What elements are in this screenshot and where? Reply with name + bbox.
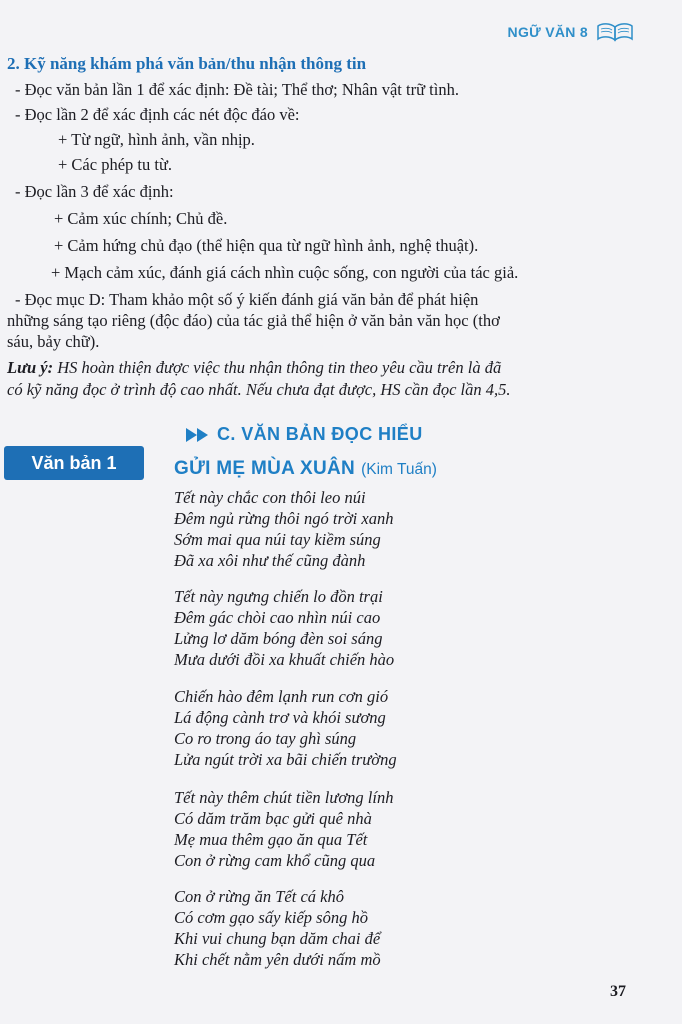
poem-line: Lá động cành trơ và khói sương [174,708,386,727]
instruction-line: sáu, bảy chữ). [7,332,100,351]
instruction-line: - Đọc lần 2 để xác định các nét độc đáo về: [15,105,300,124]
poem-title [174,458,437,480]
poem-line: Đã xa xôi như thế cũng đành [174,551,366,570]
poem-line: Đêm gác chòi cao nhìn núi cao [174,608,381,627]
instruction-line: - Đọc văn bản lần 1 để xác định: Đề tài; Thể thơ; Nhân vật trữ tình. [15,80,459,99]
poem-line: Khi vui chung bạn dăm chai để [174,929,381,948]
page-header [508,22,634,42]
book-title: NGỮ VĂN 8 [507,24,588,40]
poem-line: Sớm mai qua núi tay kiềm súng [174,530,381,549]
note-text: HS hoàn thiện được việc thu nhận thông tin theo yêu cầu trên là đã [53,358,502,377]
instruction-subline: + Cảm hứng chủ đạo (thể hiện qua từ ngữ hình ảnh, nghệ thuật). [54,236,479,255]
open-book-icon [596,22,634,42]
instruction-line: - Đọc lần 3 để xác định: [15,182,174,201]
badge-label: Văn bản 1 [31,452,117,473]
poem-line: Có dăm trăm bạc gửi quê nhà [174,809,372,828]
instruction-subline: + Các phép tu từ. [58,155,173,174]
instruction-subline: + Từ ngữ, hình ảnh, vần nhịp. [58,130,255,149]
section-c-heading [185,424,423,445]
section-2-heading: 2. Kỹ năng khám phá văn bản/thu nhận thông tin [7,54,367,73]
poem-line: Đêm ngủ rừng thôi ngó trời xanh [174,509,394,528]
instruction-line: - Đọc mục D: Tham khảo một số ý kiến đánh giá văn bản để phát hiện [15,290,479,309]
instruction-line: những sáng tạo riêng (độc đáo) của tác giả thể hiện ở văn bản văn học (thơ [7,311,500,330]
double-arrow-icon [185,427,211,443]
section-c-label: C. VĂN BẢN ĐỌC HIỂU [217,424,423,444]
poem-line: Co ro trong áo tay ghì súng [174,729,357,748]
poem-line: Mẹ mua thêm gạo ăn qua Tết [174,830,368,849]
poem-line: Lửng lơ dăm bóng đèn soi sáng [174,629,383,648]
poem-line: Có cơm gạo sấy kiếp sông hồ [174,908,368,927]
text-badge [4,446,144,480]
poem-line: Tết này chắc con thôi leo núi [174,488,366,507]
note-line-2: có kỹ năng đọc ở trình độ cao nhất. Nếu chưa đạt được, HS cần đọc lần 4,5. [7,380,511,399]
instruction-subline: + Cảm xúc chính; Chủ đề. [54,209,228,228]
poem-line: Con ở rừng cam khổ cũng qua [174,851,376,870]
page-number: 37 [610,983,626,1000]
poem-line: Chiến hào đêm lạnh run cơn gió [174,687,389,706]
note-line-1 [7,358,501,378]
note-label: Lưu ý: [7,358,54,377]
poem-line: Khi chết nằm yên dưới nấm mồ [174,950,381,969]
poem-title-text: GỬI MẸ MÙA XUÂN [174,458,356,479]
poem-line: Con ở rừng ăn Tết cá khô [174,887,344,906]
poem-line: Mưa dưới đồi xa khuất chiến hào [174,650,395,669]
poem-line: Lửa ngút trời xa bãi chiến trường [174,750,397,769]
poem-author: (Kim Tuấn) [361,461,437,478]
poem-line: Tết này thêm chút tiền lương lính [174,788,394,807]
poem-line: Tết này ngưng chiến lo đồn trại [174,587,383,606]
instruction-subline: + Mạch cảm xúc, đánh giá cách nhìn cuộc sống, con người của tác giả. [51,263,519,282]
